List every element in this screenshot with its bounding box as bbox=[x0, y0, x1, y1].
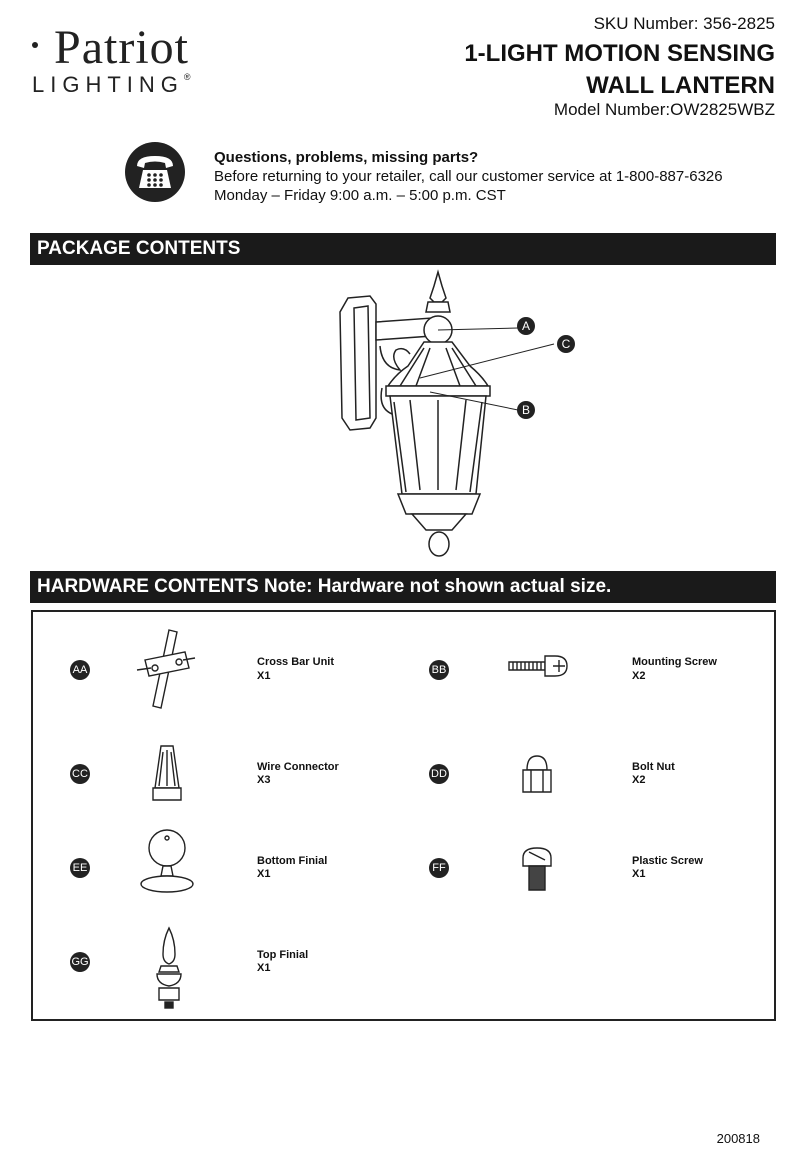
brand-sub-text: LIGHTING bbox=[32, 72, 184, 97]
wall-lantern-illustration bbox=[320, 268, 590, 563]
qty-top-finial: X1 bbox=[257, 962, 271, 974]
brand-sub bbox=[32, 72, 191, 98]
qty-wire-connector: X3 bbox=[257, 774, 271, 786]
telephone-icon bbox=[125, 142, 185, 202]
badge-cc: CC bbox=[70, 764, 90, 784]
name-mounting-screw: Mounting Screw bbox=[632, 656, 717, 668]
name-bolt-nut: Bolt Nut bbox=[632, 761, 675, 773]
badge-ee: EE bbox=[70, 858, 90, 878]
badge-gg: GG bbox=[70, 952, 90, 972]
name-wire-connector: Wire Connector bbox=[257, 761, 339, 773]
badge-dd: DD bbox=[429, 764, 449, 784]
qty-bolt-nut: X2 bbox=[632, 774, 646, 786]
plastic-screw-icon bbox=[519, 844, 555, 896]
model-number: Model Number:OW2825WBZ bbox=[553, 100, 775, 119]
callout-c: C bbox=[561, 337, 571, 351]
name-cross-bar: Cross Bar Unit bbox=[257, 656, 335, 668]
qty-bottom-finial: X1 bbox=[257, 868, 271, 880]
document-code: 200818 bbox=[716, 1131, 760, 1146]
bottom-finial-icon bbox=[137, 826, 197, 896]
wire-connector-icon bbox=[147, 742, 187, 804]
contact-line2: Monday – Friday 9:00 a.m. – 5:00 p.m. CST bbox=[214, 187, 506, 204]
hardware-contents-heading: HARDWARE CONTENTS Note: Hardware not shown actual size. bbox=[30, 571, 776, 603]
sku-number: SKU Number: 356-2825 bbox=[593, 14, 775, 33]
bolt-nut-icon bbox=[519, 752, 555, 796]
brand-name: Patriot bbox=[54, 21, 189, 74]
logo-dot bbox=[32, 42, 38, 48]
qty-plastic-screw: X1 bbox=[632, 868, 646, 880]
badge-aa: AA bbox=[70, 660, 90, 680]
qty-cross-bar: X1 bbox=[257, 670, 271, 682]
registered-mark: ® bbox=[183, 72, 191, 82]
cross-bar-icon bbox=[133, 624, 197, 714]
name-top-finial: Top Finial bbox=[257, 949, 309, 961]
contact-line1: Before returning to your retailer, call our customer service at 1-800-887-6326 bbox=[214, 168, 723, 185]
brand-logo bbox=[24, 20, 234, 100]
badge-bb: BB bbox=[429, 660, 449, 680]
contact-question: Questions, problems, missing parts? bbox=[214, 149, 479, 166]
product-title-line1: 1-LIGHT MOTION SENSING bbox=[464, 40, 775, 67]
customer-service-info bbox=[214, 148, 723, 205]
callout-b: B bbox=[521, 403, 531, 417]
callout-a: A bbox=[521, 319, 531, 333]
mounting-screw-icon bbox=[505, 652, 569, 680]
name-bottom-finial: Bottom Finial bbox=[257, 855, 328, 867]
qty-mounting-screw: X2 bbox=[632, 670, 646, 682]
hardware-list bbox=[31, 610, 776, 1021]
package-contents-heading: PACKAGE CONTENTS bbox=[30, 233, 776, 265]
badge-ff: FF bbox=[429, 858, 449, 878]
name-plastic-screw: Plastic Screw bbox=[632, 855, 703, 867]
top-finial-icon bbox=[149, 924, 189, 1012]
product-title-line2: WALL LANTERN bbox=[586, 72, 775, 99]
